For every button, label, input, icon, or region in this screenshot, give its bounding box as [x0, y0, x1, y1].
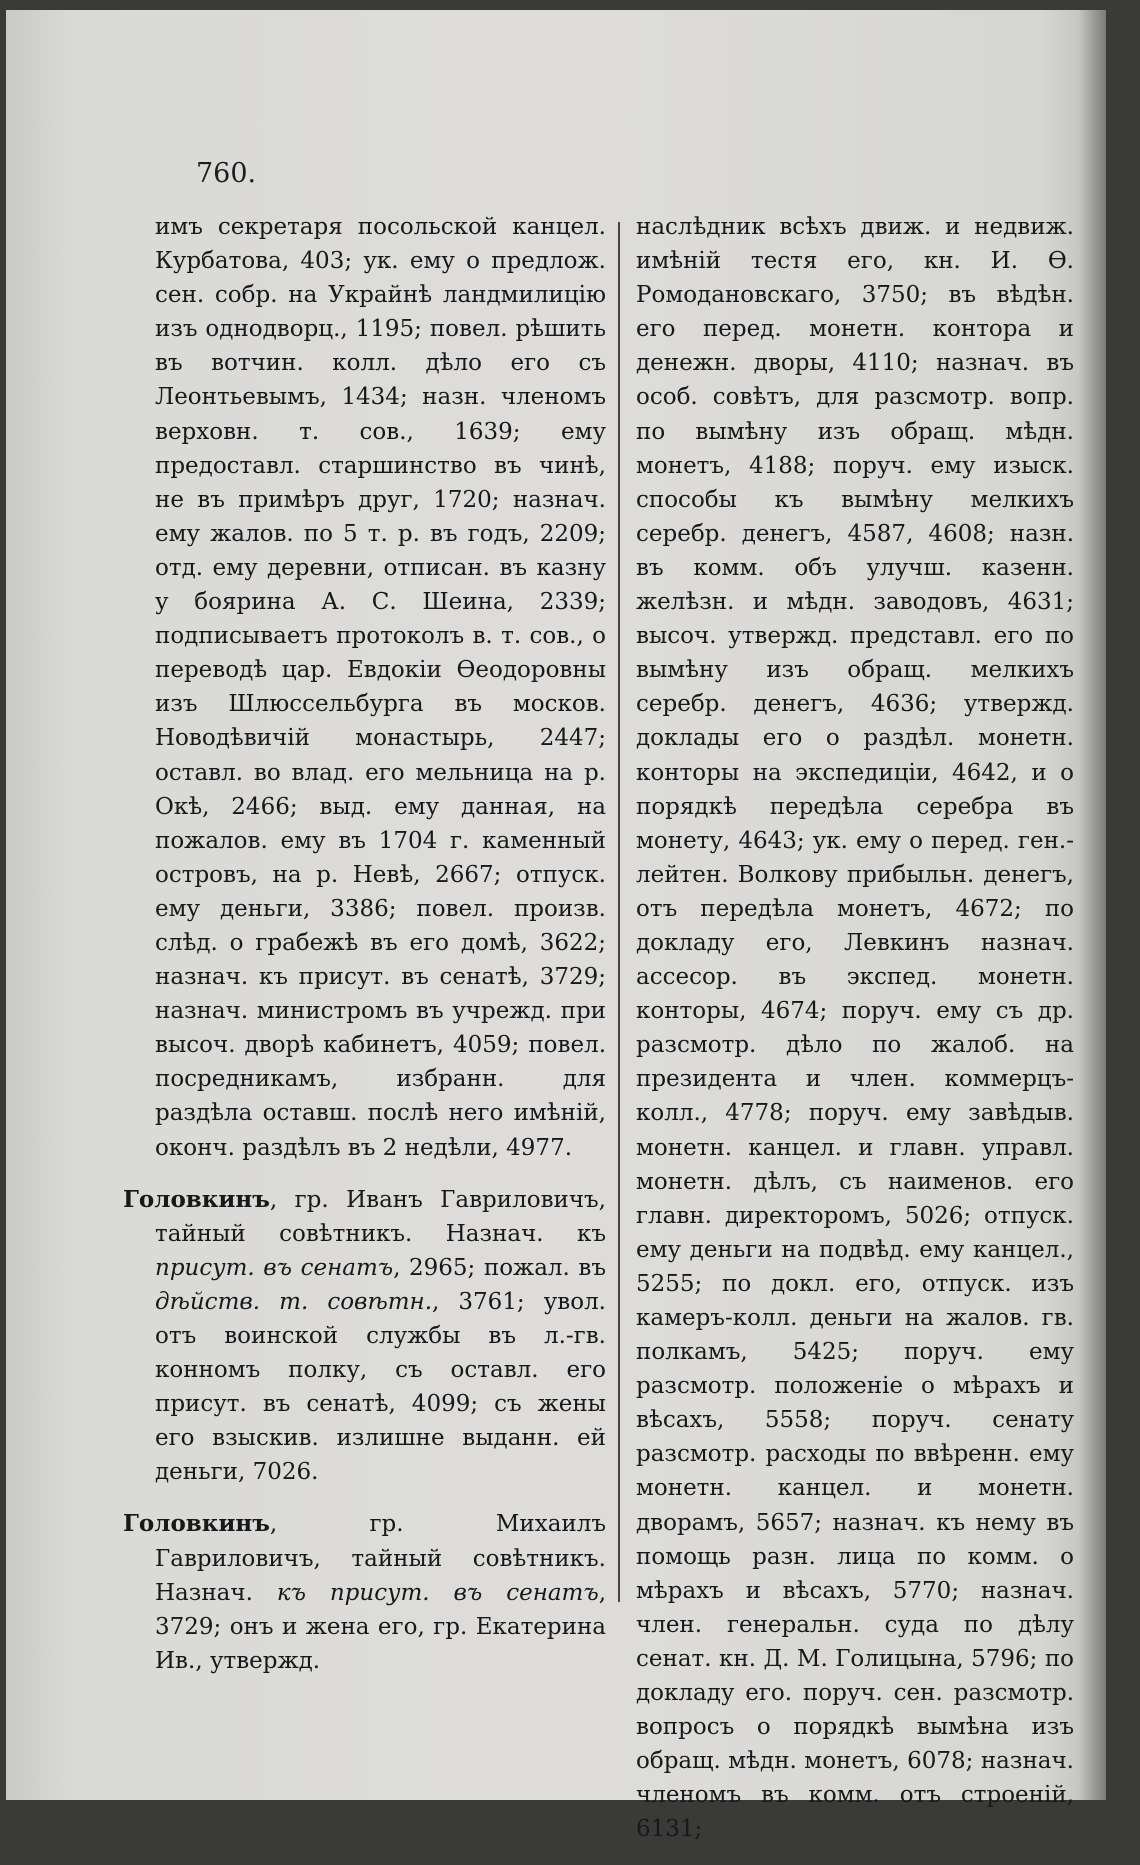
entry-text: , гр. Михаилъ Гавриловичъ, тайный совѣтникъ. Назнач.	[155, 1511, 606, 1606]
entry-italic-text: къ присут. въ сенатъ	[276, 1579, 599, 1606]
column-divider	[618, 222, 620, 1602]
page-number: 760.	[196, 158, 257, 189]
page-edge-shadow	[1078, 10, 1106, 1800]
continued-entry-text: имъ секретаря посольской канцел. Курбатова, 403; ук. ему о предлож. сен. собр. на Украйнѣ ландмилицію изъ однодворц., 1195; повел. рѣшить въ вотчин. колл. дѣло его съ Леонтьевымъ, 1434; назн. членомъ верховн. т. сов., 1639; ему предоставл. старшинство въ чинѣ, не въ примѣръ друг, 1720; назнач. ему жалов. по 5 т. р. въ годъ, 2209; отд. ему деревни, отписан. въ казну у боярина А. С. Шеина, 2339; подписываетъ протоколъ в. т. сов., о переводѣ цар. Евдокіи Ѳеодоровны изъ Шлюссельбурга въ москов. Новодѣвичій монастырь, 2447; оставл. во влад. его мельница на р. Окѣ, 2466; выд. ему данная, на пожалов. ему въ 1704 г. каменный островъ, на р. Невѣ, 2667; отпуск. ему деньги, 3386; повел. произв. слѣд. о грабежѣ въ его домѣ, 3622; назнач. къ присут. въ сенатѣ, 3729; назнач. министромъ въ учрежд. при высоч. дворѣ кабинетъ, 4059; повел. посредникамъ, избранн. для раздѣла оставш. послѣ него имѣній, оконч. раздѣлъ въ 2 недѣли, 4977.	[155, 214, 606, 1161]
continued-entry-text: наслѣдник всѣхъ движ. и недвиж. имѣній тестя его, кн. И. Ѳ. Ромодановскаго, 3750; въ вѣдѣн. его перед. монетн. контора и денежн. дворы, 4110; назнач. въ особ. совѣтъ, для разсмотр. вопр. по вымѣну изъ обращ. мѣдн. монетъ, 4188; поруч. ему изыск. способы къ вымѣну мелкихъ серебр. денегъ, 4587, 4608; назн. въ комм. объ улучш. казенн. желѣзн. и мѣдн. заводовъ, 4631; высоч. утвержд. представл. его по вымѣну изъ обращ. мелкихъ серебр. денегъ, 4636; утвержд. доклады его о раздѣл. монетн. конторы на экспедиціи, 4642, и о порядкѣ передѣла серебра въ монету, 4643; ук. ему о перед. ген.-лейтен. Волкову прибыльн. денегъ, отъ передѣла монетъ, 4672; по докладу его, Левкинъ назнач. ассесор. въ экспед. монетн. конторы, 4674; поруч. ему съ др. разсмотр. дѣло по жалоб. на президента и член. коммерцъ-колл., 4778; поруч. ему завѣдыв. монетн. канцел. и главн. управл. монетн. дѣлъ, съ наименов. его главн. директоромъ, 5026; отпуск. ему деньги на подвѣд. ему канцел., 5255; по докл. его, отпуск. изъ камеръ-колл. деньги на жалов. гв. полкамъ, 5425; поруч. ему разсмотр. положеніе о мѣрахъ и вѣсахъ, 5558; поруч. сенату разсмотр. расходы по ввѣренн. ему монетн. канцел. и монетн. дворамъ, 5657; назнач. къ нему въ помощь разн. лица по комм. о мѣрахъ и вѣсахъ, 5770; назнач. член. генеральн. суда по дѣлу сенат. кн. Д. М. Голицына, 5796; по докладу его. поруч. сен. разсмотр. вопросъ о порядкѣ вымѣна изъ обращ. мѣдн. монетъ, 6078; назнач. членомъ въ комм. отъ строеній, 6131;	[636, 214, 1074, 1843]
entry-headword: Головкинъ	[123, 1510, 270, 1538]
entry-italic-text: дѣйств. т. совѣтн.	[155, 1288, 433, 1315]
book-page	[6, 10, 1106, 1843]
entry-text: , 3761; увол. отъ воинской службы въ л.-гв. конномъ полку, съ оставл. его присут. въ сенатѣ, 4099; съ жены его взыскив. излишне выданн. ей деньги, 7026.	[155, 1288, 606, 1486]
index-entry-mikhail-golovkin	[123, 1507, 606, 1677]
left-column	[123, 210, 606, 1696]
entry-headword: Головкинъ	[123, 1185, 270, 1213]
right-column	[636, 210, 1074, 1865]
entry-italic-text: присут. въ сенатъ	[155, 1254, 394, 1281]
entry-text: , 2965; пожал. въ	[393, 1254, 607, 1281]
entry-text: , гр. Иванъ Гавриловичъ, тайный совѣтникъ. Назнач. къ	[155, 1186, 606, 1247]
entry-text: , 3729; онъ и жена его, гр. Екатерина Ив., утвержд.	[155, 1579, 607, 1674]
index-entry-ivan-golovkin	[123, 1183, 606, 1490]
